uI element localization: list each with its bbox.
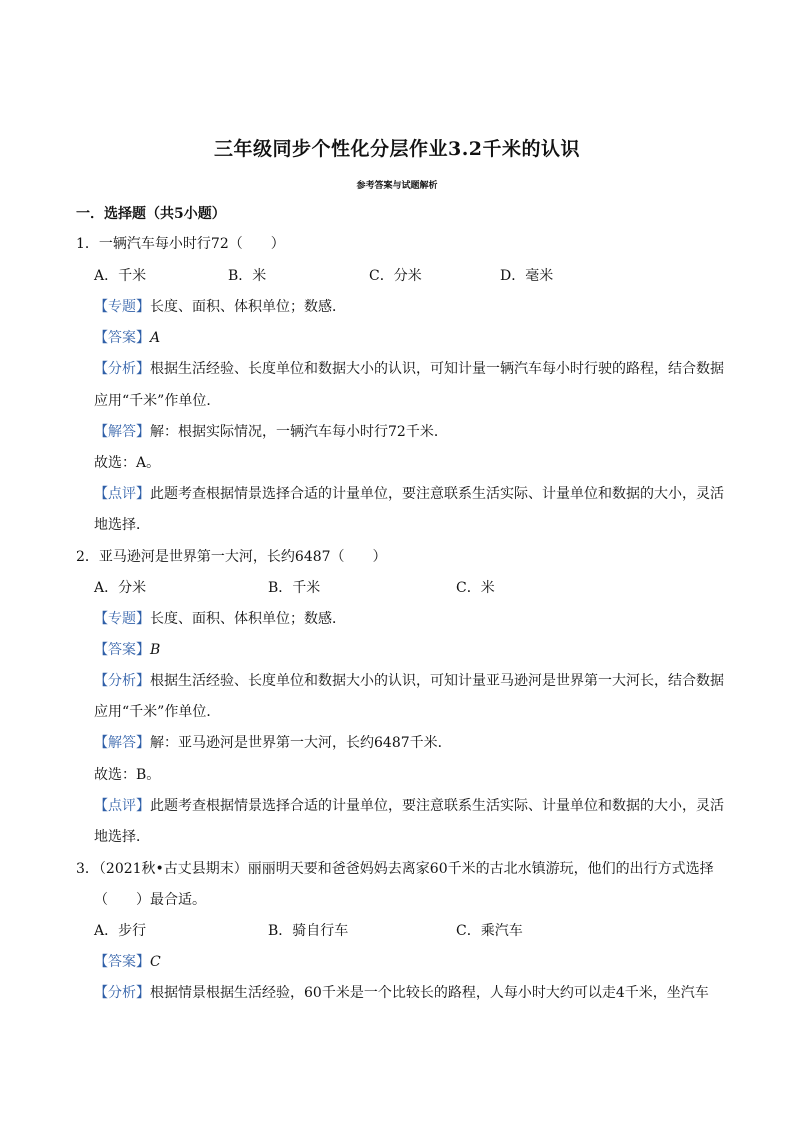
q2-analysis-1: 根据生活经验、长度单位和数据大小的认识，可知计量亚马逊河是世界第一大河长，结合数据 <box>150 673 724 689</box>
q1-answer: A <box>150 330 161 346</box>
q1-answer-line <box>94 328 160 348</box>
q1-comment-line <box>94 484 724 504</box>
q3-analysis-1: 根据情景根据生活经验，60千米是一个比较长的路程，人每小时大约可以走4千米，坐汽车 <box>150 985 709 1001</box>
q2-option-a: A．分米 <box>94 580 147 596</box>
q2-answer: B <box>150 642 161 658</box>
page-title: 三年级同步个性化分层作业3.2千米的认识 <box>213 138 581 160</box>
q2-choice: 故选：B。 <box>94 767 161 783</box>
q1-option-a: A．千米 <box>94 268 147 284</box>
answer-label: 【答案】 <box>94 330 150 346</box>
q1-stem: 1．一辆汽车每小时行72（ ） <box>76 236 285 252</box>
q1-option-b: B．米 <box>228 268 267 284</box>
comment-label: 【点评】 <box>94 486 150 502</box>
q2-analysis-2: 应用“千米”作单位． <box>94 704 221 720</box>
section-heading: 一．选择题（共5小题） <box>76 206 226 222</box>
q1-analysis-1: 根据生活经验、长度单位和数据大小的认识，可知计量一辆汽车每小时行驶的路程，结合数据 <box>150 361 724 377</box>
q2-stem: 2．亚马逊河是世界第一大河，长约6487（ ） <box>76 549 387 565</box>
q3-answer: C <box>150 954 161 970</box>
q3-option-a: A．步行 <box>94 923 147 939</box>
q1-choice: 故选：A。 <box>94 455 161 471</box>
q2-analysis-line <box>94 671 724 691</box>
q3-answer-line <box>94 952 161 972</box>
q2-comment-line <box>94 796 724 816</box>
q1-topic: 长度、面积、体积单位；数感． <box>150 299 346 315</box>
q3-analysis-line <box>94 983 709 1003</box>
q1-analysis-2: 应用“千米”作单位． <box>94 393 221 409</box>
q3-stem-2: （ ）最合适。 <box>94 892 206 908</box>
q1-option-d: D．毫米 <box>500 268 554 284</box>
q2-solution-line <box>94 733 452 753</box>
q2-topic: 长度、面积、体积单位；数感． <box>150 611 346 627</box>
comment-label: 【点评】 <box>94 798 150 814</box>
q2-option-b: B．千米 <box>268 580 321 596</box>
topic-label: 【专题】 <box>94 299 150 315</box>
q1-topic-line <box>94 297 346 317</box>
analysis-label: 【分析】 <box>94 361 150 377</box>
q1-option-c: C．分米 <box>369 268 422 284</box>
q2-answer-line <box>94 640 160 660</box>
q3-option-b: B．骑自行车 <box>268 923 349 939</box>
analysis-label: 【分析】 <box>94 985 150 1001</box>
solution-label: 【解答】 <box>94 424 150 440</box>
q2-comment-1: 此题考查根据情景选择合适的计量单位，要注意联系生活实际、计量单位和数据的大小，灵活 <box>150 798 724 814</box>
q2-option-c: C．米 <box>456 580 495 596</box>
solution-label: 【解答】 <box>94 735 150 751</box>
topic-label: 【专题】 <box>94 611 150 627</box>
q2-solution: 解：亚马逊河是世界第一大河，长约6487千米． <box>150 735 452 751</box>
q1-solution-line <box>94 422 448 442</box>
page-subtitle: 参考答案与试题解析 <box>356 181 438 191</box>
answer-label: 【答案】 <box>94 954 150 970</box>
q2-topic-line <box>94 609 346 629</box>
q2-comment-2: 地选择． <box>94 829 150 845</box>
q1-analysis-line <box>94 359 724 379</box>
q3-option-c: C．乘汽车 <box>456 923 523 939</box>
q1-solution: 解：根据实际情况，一辆汽车每小时行72千米． <box>150 424 448 440</box>
q3-stem-1: 3．（2021秋•古丈县期末）丽丽明天要和爸爸妈妈去离家60千米的古北水镇游玩，他们的出行方式选择 <box>76 861 714 877</box>
q1-comment-1: 此题考查根据情景选择合适的计量单位，要注意联系生活实际、计量单位和数据的大小，灵活 <box>150 486 724 502</box>
answer-label: 【答案】 <box>94 642 150 658</box>
analysis-label: 【分析】 <box>94 673 150 689</box>
q1-comment-2: 地选择． <box>94 517 150 533</box>
